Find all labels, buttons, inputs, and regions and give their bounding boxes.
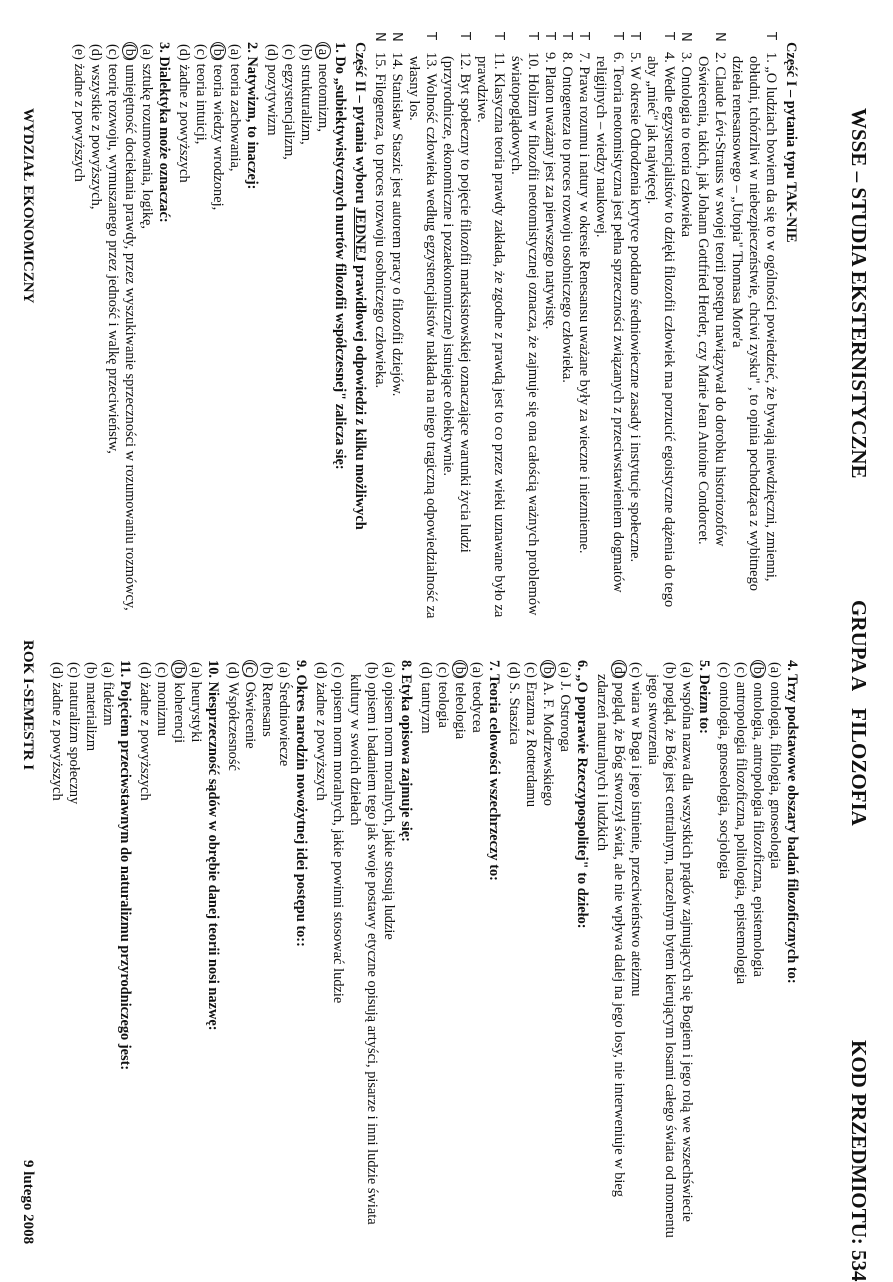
- answer-option[interactable]: [175, 42, 192, 620]
- truefalse-question: [728, 30, 779, 620]
- option-text: (a) opisem norm moralnych, jakie stosują ludzie: [381, 662, 397, 940]
- answer-option[interactable]: [226, 42, 243, 620]
- choice-question: [417, 660, 502, 1245]
- option-text: (d) żadne z powyższych: [313, 662, 329, 801]
- answer-option[interactable]: [312, 660, 329, 1245]
- option-text: (d) żadne z powyższych: [137, 662, 153, 801]
- faculty-label: WYDZIAŁ EKONOMICZNY: [20, 108, 36, 304]
- handwritten-answer-mark: N: [389, 32, 404, 42]
- option-text: (c) Oświecenie: [242, 662, 258, 749]
- answer-option-selected[interactable]: [451, 660, 468, 1245]
- option-text: (d) wszystkie z powyższych,: [88, 44, 104, 210]
- left-column: [70, 30, 803, 620]
- truefalse-question: [439, 30, 473, 620]
- part2-left-questions: [70, 30, 348, 620]
- answer-option[interactable]: [65, 660, 82, 1245]
- question-text: 1. „O ludziach bowiem da się to w ogólności powiedzieć, że bywają niewdzięczni, zmienni, obłudni, tchórzliwi w niebezpieczeństwie, chciwi zysku" , to opinia pochodząca z wybitnego dzieła renesansowego – „Utopia" Thomasa More'a: [729, 52, 779, 591]
- truefalse-question: [371, 30, 388, 620]
- answer-option-selected[interactable]: [539, 660, 556, 1245]
- choice-question: [312, 660, 414, 1245]
- answer-option[interactable]: [346, 660, 380, 1245]
- option-text: (d) pogląd, że Bóg stworzył świat, ale nie wpływa dalej na jego losy, nie interweniuje w bieg zdarzeń naturalnych i ludzkich: [594, 662, 627, 1197]
- answer-option-selected[interactable]: [209, 42, 226, 620]
- question-text: 9. Platon uważany jest za pierwszego natywistę.: [542, 52, 558, 330]
- handwritten-answer-mark: N: [712, 32, 727, 42]
- circled-selection-icon: [210, 42, 226, 59]
- question-text: 14. Stanisław Staszic jest autorem pracy o filozofii dziejów.: [389, 52, 405, 397]
- option-text: (c) teologia: [435, 662, 451, 728]
- option-text: (b) ontologia, antropologia filozoficzna, epistemologia: [750, 662, 766, 977]
- option-text: (a) J. Ostroroga: [557, 662, 573, 752]
- option-text: (c) teorię rozwoju, wymuszanego przez jedność i walkę przeciwieństw,: [105, 44, 121, 454]
- truefalse-question: [558, 30, 575, 620]
- option-text: (c) antropologia filozoficzna, politologia, epistemologia: [733, 662, 749, 985]
- subject-label: FILOZOFIA: [847, 708, 871, 826]
- option-text: (a) teodycea: [469, 662, 485, 733]
- institution-title: WSSE – STUDIA EKSTERNISTYCZNE: [847, 108, 871, 479]
- question-text: 7. Prawa rozumu i natury w okresie Renesansu uważane były za wieczne i niezmienne.: [576, 52, 592, 554]
- circled-selection-icon: [122, 42, 138, 59]
- answer-option[interactable]: [715, 660, 732, 1245]
- question-title: 10. Niesprzeczność sądów w obrębie danej teorii nosi nazwę:: [205, 660, 221, 1031]
- option-text: (b) umiejętność dociekania prawdy, przez wyszukiwanie sprzeczności w rozumowaniu rozmówcy,: [122, 44, 138, 611]
- option-text: (b) materializm: [83, 662, 99, 752]
- handwritten-answer-mark: T: [457, 32, 472, 40]
- option-text: (b) teleologia: [452, 662, 468, 740]
- answer-option[interactable]: [138, 42, 155, 620]
- choice-question: [175, 42, 260, 620]
- option-text: (a) neotomizm,: [315, 44, 331, 132]
- question-title: 9. Okres narodzin nowożytnej idei postępu to::: [293, 660, 309, 947]
- question-title: 6. „O poprawie Rzeczypospolitej" to dzieło:: [574, 660, 590, 929]
- answer-option[interactable]: [153, 660, 170, 1245]
- option-text: (c) opisem norm moralnych, jakie powinni stosować ludzie: [330, 662, 346, 1004]
- circled-selection-icon: [540, 660, 556, 677]
- option-text: (b) A. F. Modrzewskiego: [540, 662, 556, 806]
- handwritten-answer-mark: N: [678, 32, 693, 42]
- part1-title: Część I – pytania typu TAK-NIE: [783, 42, 799, 243]
- answer-option[interactable]: [522, 660, 539, 1245]
- option-text: (b) pogląd, że Bóg jest centralnym, naczelnym bytem kierującym losami całego świata od momentu jego stworzenia: [645, 662, 678, 1238]
- answer-option[interactable]: [766, 660, 783, 1245]
- circled-selection-icon: [171, 660, 187, 677]
- answer-option[interactable]: [417, 660, 434, 1245]
- question-title: 11. Pojęciem przeciwstawnym do naturalizmu przyrodniczego jest:: [117, 660, 133, 1071]
- option-text: (a) Średniowiecze: [276, 662, 292, 767]
- year-semester-label: ROK I-SEMESTR I: [20, 640, 36, 771]
- option-text: (b) koherencji: [171, 662, 187, 744]
- handwritten-answer-mark: T: [610, 32, 625, 40]
- option-text: (d) żadne z powyższych: [49, 662, 65, 801]
- footer: [12, 40, 36, 1245]
- question-title: 8. Etyka opisowa zajmuje się:: [398, 660, 414, 842]
- handwritten-answer-mark: T: [763, 32, 778, 40]
- option-text: (d) Współczesność: [225, 662, 241, 771]
- answer-option-selected[interactable]: [593, 660, 627, 1245]
- answer-option[interactable]: [82, 660, 99, 1245]
- option-text: (c) ontologia, gnoseologia, socjologia: [716, 662, 732, 880]
- right-column: [48, 660, 803, 1245]
- answer-option[interactable]: [70, 42, 87, 620]
- handwritten-answer-mark: T: [491, 32, 506, 40]
- option-text: (c) monizmu: [154, 662, 170, 736]
- truefalse-question: [694, 30, 728, 620]
- answer-option[interactable]: [99, 660, 116, 1245]
- question-text: 3. Ontologia to teoria człowieka: [678, 52, 694, 238]
- question-text: 4. Wedle egzystencjalistów to dzięki filozofii człowiek ma porzucić egoistyczne dążenia do tego aby „mieć" jak najwięcej.: [644, 52, 677, 608]
- circled-selection-icon: [750, 660, 766, 677]
- truefalse-question: [677, 30, 694, 620]
- question-text: 2. Claude Lévi-Strauss w swojej teorii postępu nawiązywał do dorobku historiozofów Oświecenia, takich, jak Johann Gottfried Herder, czy Marie Jean Antoine Condorcet.: [695, 52, 728, 547]
- answer-option[interactable]: [258, 660, 275, 1245]
- question-title: 2. Natywizm, to inaczej:: [244, 42, 260, 190]
- answer-option[interactable]: [297, 42, 314, 620]
- answer-option-selected[interactable]: [241, 660, 258, 1245]
- answer-option-selected[interactable]: [314, 42, 331, 620]
- answer-option[interactable]: [556, 660, 573, 1245]
- truefalse-question: [507, 30, 541, 620]
- option-text: (d) S. Staszica: [506, 662, 522, 745]
- option-text: (d) tantryzm: [418, 662, 434, 734]
- question-text: 5. W okresie Odrodzenia krytyce poddano średniowieczne zasady i instytucje społeczne.: [627, 52, 643, 563]
- answer-option[interactable]: [187, 660, 204, 1245]
- handwritten-answer-mark: T: [661, 32, 676, 40]
- answer-option-selected[interactable]: [170, 660, 187, 1245]
- answer-option[interactable]: [380, 660, 397, 1245]
- answer-option[interactable]: [732, 660, 749, 1245]
- answer-option[interactable]: [678, 660, 695, 1245]
- choice-question: [505, 660, 590, 1245]
- choice-question: [715, 660, 800, 1245]
- question-text: 15. Filogeneza, to proces rozwoju osobniczego człowieka.: [372, 52, 388, 389]
- choice-question: [48, 660, 133, 1245]
- option-text: (c) egzystencjalizm,: [281, 44, 297, 160]
- option-text: (d) żadne z powyższych: [176, 44, 192, 183]
- option-text: (b) Renesans: [259, 662, 275, 737]
- question-title: 1. Do „subiektywistycznych nurtów filozofii współczesnej" zalicza się:: [332, 42, 348, 470]
- option-text: (c) teoria intuicji,: [193, 44, 209, 145]
- handwritten-answer-mark: T: [627, 32, 642, 40]
- question-text: 8. Ontogeneza to proces rozwoju osobniczego człowieka.: [559, 52, 575, 383]
- choice-question: [593, 660, 712, 1245]
- handwritten-answer-mark: T: [576, 32, 591, 40]
- truefalse-question: [575, 30, 592, 620]
- option-text: (b) opisem i badaniem tego jak swoje postawy etyczne opisują artyści, pisarze i inni ludzie świata kultury w swoich dziełach: [347, 662, 380, 1225]
- option-text: (a) teoria zachowania,: [227, 44, 243, 172]
- truefalse-question: [643, 30, 677, 620]
- exam-date: 9 lutego 2008: [20, 1160, 36, 1245]
- circled-selection-icon: [452, 660, 468, 677]
- option-text: (e) żadne z powyższych: [71, 44, 87, 182]
- option-text: (a) wspólna nazwa dla wszystkich prądów zajmujących się Bogiem i jego rolą we wszechświecie: [679, 662, 695, 1222]
- handwritten-answer-mark: T: [559, 32, 574, 40]
- option-text: (a) ontologia, filologia, gnoseologia: [767, 662, 783, 869]
- answer-option[interactable]: [644, 660, 678, 1245]
- answer-option[interactable]: [87, 42, 104, 620]
- question-text: 12. Byt społeczny to pojęcie filozofii marksistowskiej oznaczające warunki życia ludzi (przyrodnicze, ekonomiczne i pozaekonomiczne) istniejące obiektywnie.: [440, 52, 473, 553]
- answer-option[interactable]: [275, 660, 292, 1245]
- answer-option[interactable]: [280, 42, 297, 620]
- handwritten-answer-mark: N: [372, 32, 387, 42]
- group-label: GRUPA A: [847, 600, 871, 692]
- option-text: (d) pozytywizm: [264, 44, 280, 136]
- part2-right-questions: [48, 660, 800, 1245]
- circled-selection-icon: [242, 660, 258, 677]
- option-text: (c) wiara w Boga i jego istnienie, przeciwieństwo ateizmu: [628, 662, 644, 997]
- handwritten-answer-mark: T: [423, 32, 438, 40]
- question-text: 6. Teoria neotomistyczna jest pełna sprzeczności związanych z przeciwstawieniem dogmatów religijnych – wiedzy naukowej.: [593, 52, 626, 593]
- truefalse-question: [473, 30, 507, 620]
- truefalse-question: [405, 30, 439, 620]
- question-title: 4. Trzy podstawowe obszary badań filozoficznych to:: [784, 660, 800, 984]
- answer-option[interactable]: [434, 660, 451, 1245]
- question-title: 7. Teoria celowości wszechrzeczy to:: [486, 660, 502, 881]
- handwritten-answer-mark: T: [542, 32, 557, 40]
- answer-option[interactable]: [468, 660, 485, 1245]
- answer-option[interactable]: [104, 42, 121, 620]
- truefalse-question: [592, 30, 626, 620]
- truefalse-question: [626, 30, 643, 620]
- course-code: KOD PRZEDMIOTU: 534: [847, 1040, 871, 1282]
- answer-option[interactable]: [224, 660, 241, 1245]
- part2-title: Część II – pytania wyboru JEDNEJ prawidłowej odpowiedzi z kilku możliwych: [352, 42, 368, 530]
- choice-question: [224, 660, 309, 1245]
- circled-selection-icon: [611, 660, 627, 677]
- option-text: (a) fideizm: [100, 662, 116, 726]
- option-text: (c) naturalizm społeczny: [66, 662, 82, 805]
- choice-question: [136, 660, 221, 1245]
- circled-selection-icon: [315, 42, 331, 59]
- answer-option-selected[interactable]: [121, 42, 138, 620]
- truefalse-question: [388, 30, 405, 620]
- header: [831, 40, 871, 1282]
- answer-option[interactable]: [192, 42, 209, 620]
- answer-option-selected[interactable]: [749, 660, 766, 1245]
- option-text: (b) strukturalizm,: [298, 44, 314, 145]
- answer-option[interactable]: [627, 660, 644, 1245]
- answer-option[interactable]: [263, 42, 280, 620]
- question-text: 10. Holizm w filozofii neotomistycznej oznacza, że zajmuje się ona całością ważnych problemów światopoglądowych.: [508, 52, 541, 616]
- answer-option[interactable]: [329, 660, 346, 1245]
- answer-option[interactable]: [136, 660, 153, 1245]
- question-title: 3. Dialektyka może oznaczać:: [156, 42, 172, 223]
- question-text: 11. Klasyczna teoria prawdy zakłada, że zgodne z prawdą jest to co przez wieki uznawane było za prawdziwe.: [474, 52, 507, 618]
- truefalse-question: [541, 30, 558, 620]
- option-text: (a) sztukę rozumowania, logikę,: [139, 44, 155, 230]
- answer-option[interactable]: [505, 660, 522, 1245]
- answer-option[interactable]: [48, 660, 65, 1245]
- part1-question-list: [371, 30, 779, 620]
- option-text: (b) teoria wiedzy wrodzonej,: [210, 44, 226, 211]
- choice-question: [70, 42, 172, 620]
- handwritten-answer-mark: T: [525, 32, 540, 40]
- option-text: (c) Erazma z Rotterdamu: [523, 662, 539, 808]
- option-text: (a) heurystyki: [188, 662, 204, 743]
- question-text: 13. Wolność człowieka według egzystencjalistów nakłada na niego tragiczną odpowiedzialność za własny los.: [406, 52, 439, 619]
- choice-question: [263, 42, 348, 620]
- question-title: 5. Deizm to:: [696, 660, 712, 734]
